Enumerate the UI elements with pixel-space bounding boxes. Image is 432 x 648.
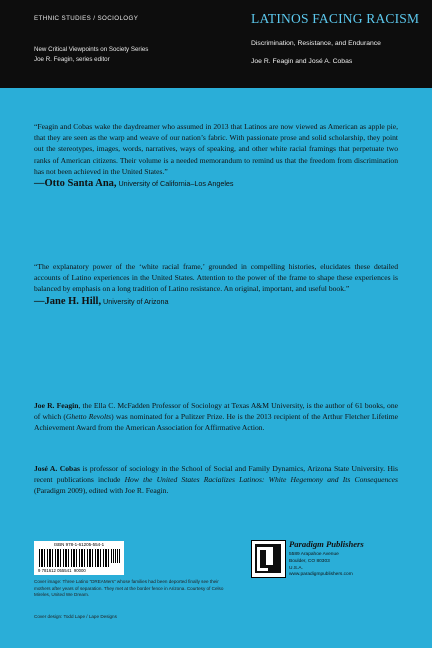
book-reference: How the United States Racializes Latinos: White Hegemony and Its Consequences [124, 475, 398, 485]
endorsement-quote [34, 121, 398, 189]
quote-text: “Feagin and Cobas wake the daydreamer who assumed in 2013 that Latinos are now viewed as American as apple pie, that they are seen as the warp and weave of our nation’s fabric. With passionate prose and solid scholarship, they point out the stereotypes, images, words, narratives, ways of speaking, and other white racial framings that perpetuate two ranks of American citizens. Their volume is a needed memorandum to remind us that the freedom from discrimination has not been achieved in the United States.” [34, 122, 398, 176]
series-category: ETHNIC STUDIES / SOCIOLOGY [34, 15, 139, 22]
bio-text: , the Ella C. McFadden Professor of Sociology at Texas A&M University, is the author of 61 books, one of which ( [34, 401, 398, 422]
address-line: U.S.A. [289, 565, 303, 571]
author-name: José A. Cobas [34, 464, 80, 473]
publisher-address [289, 552, 353, 579]
series-editor: Joe R. Feagin, series editor [34, 56, 110, 63]
barcode-digits [38, 568, 120, 573]
author-bio-cobas [34, 463, 398, 497]
quote-attribution [34, 296, 398, 307]
publisher-name: Paradigm Publishers [289, 539, 364, 549]
book-title: LATINOS FACING RACISM [251, 11, 420, 26]
logo-glyph [266, 547, 273, 565]
header-band [0, 0, 432, 88]
address-line: 5589 Arapahoe Avenue [289, 552, 339, 557]
ean-digits: 9 781612 055541 [38, 568, 72, 573]
quote-attribution [34, 178, 398, 189]
series-name: New Critical Viewpoints on Society Series [34, 46, 149, 53]
endorser-name: —Jane H. Hill, [34, 295, 102, 307]
publisher-logo [251, 540, 286, 578]
book-authors: Joe R. Feagin and José A. Cobas [251, 58, 353, 65]
cover-image-credit: Cover image: Three Latino “DREAMers” whose families had been deported finally see their mothers after years of separation. They met at the border fence in Arizona. Courtesy of Celso Mireles, United We Dream. [34, 579, 224, 598]
isbn-barcode [34, 541, 124, 575]
endorser-affiliation: University of Arizona [103, 296, 169, 306]
publisher-website: www.paradigmpublishers.com [289, 572, 353, 578]
quote-text: “The explanatory power of the ‘white racial frame,’ grounded in compelling histories, elucidates these detailed accounts of Latino experiences in the United States. Attention to the power of the frame to shape these experiences is balanced by emphasis on a long tradition of Latino resistance. An original, important, and useful book.” [34, 262, 398, 294]
cover-design-credit: Cover design: Todd Lape / Lape Designs [34, 614, 117, 619]
isbn-number: ISBN 978-1-61205-554-1 [53, 542, 105, 547]
endorser-name: —Otto Santa Ana, [34, 178, 117, 190]
bio-text: is professor of sociology in the School of Social and Family Dynamics, Arizona State University. His recent publications include [34, 464, 398, 485]
author-name: Joe R. Feagin [34, 401, 79, 410]
endorsement-quote [34, 261, 398, 307]
addon-digits: 90000 [73, 568, 86, 573]
book-subtitle: Discrimination, Resistance, and Endurance [251, 40, 381, 47]
bio-text: (Paradigm 2009), edited with Joe R. Feagin. [34, 486, 169, 496]
endorser-affiliation: University of California–Los Angeles [118, 179, 234, 189]
book-reference: Ghetto Revolts [65, 412, 112, 422]
barcode-bars [39, 549, 109, 567]
bio-text: ) was nominated for a Pulitzer Prize. He is the 2013 recipient of the Arthur Fletcher Lifetime Achievement Award from the American Association for Affirmative Action. [34, 412, 399, 433]
author-bio-feagin [34, 400, 398, 434]
address-line: Boulder, CO 80303 [289, 558, 330, 564]
barcode-addon-bars [111, 549, 121, 563]
